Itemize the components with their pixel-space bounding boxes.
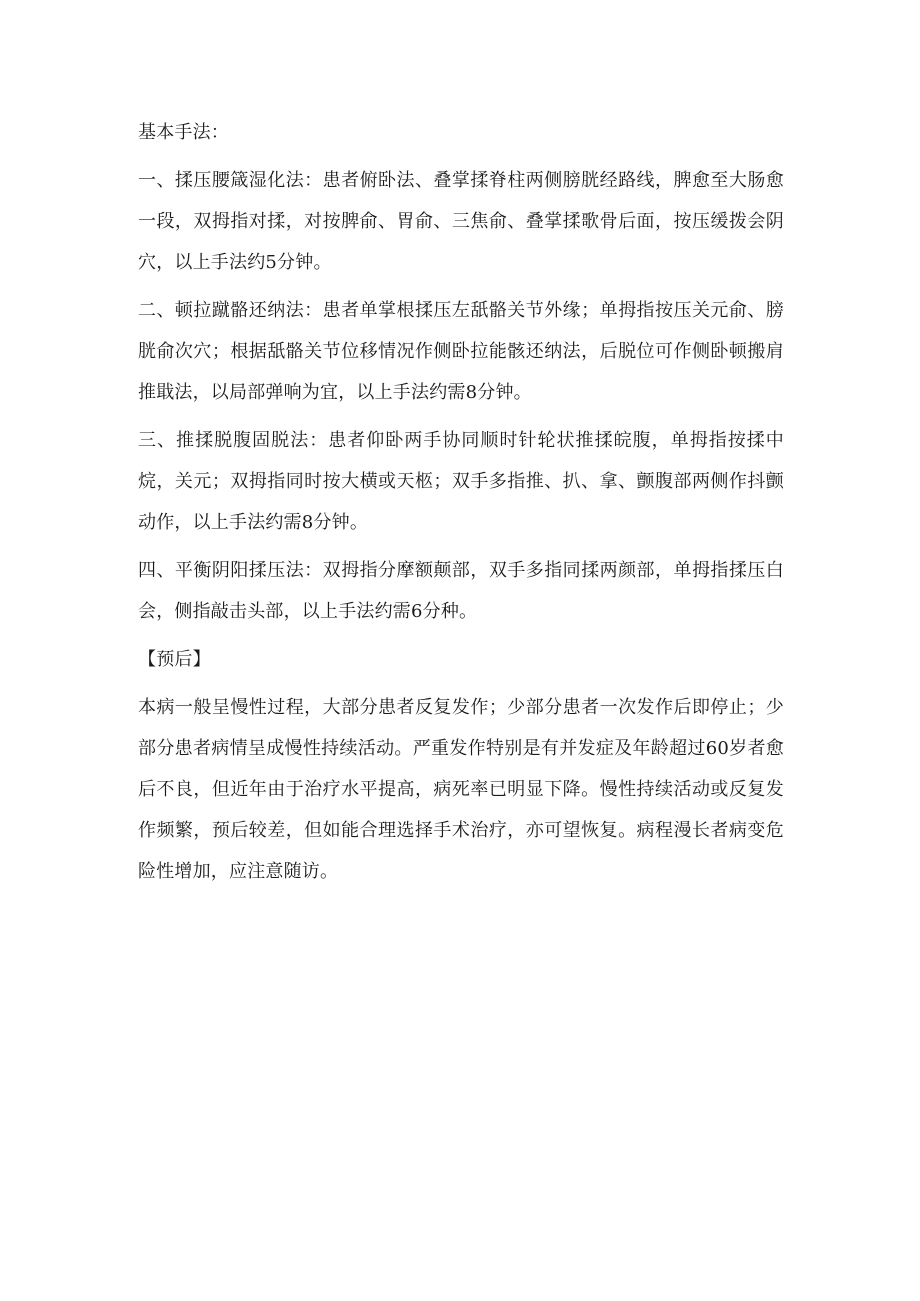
method-paragraph-1: 一、揉压腰箴湿化法：患者俯卧法、叠掌揉脊柱两侧膀胱经路线，脾愈至大肠愈一段，双拇指对揉，对按脾俞、胃俞、三焦俞、叠掌揉歌骨后面，按压缓拨会阴穴，以上手法约5分钟。 (138, 170, 784, 273)
method-paragraph-4: 四、平衡阴阳揉压法：双拇指分摩额颠部，双手多指同揉两颜部，单拇指揉压白会，侧指敲击头部，以上手法约需6分种。 (138, 560, 784, 622)
method-paragraph-3: 三、推揉脱腹固脱法：患者仰卧两手协同顺时针轮状推揉皖腹，单拇指按揉中烷，关元；双拇指同时按大横或天柩；双手多指推、扒、拿、颤腹部两侧作抖颤动作，以上手法约需8分钟。 (138, 430, 784, 533)
method-paragraph-2: 二、顿拉蹴骼还纳法：患者单掌根揉压左舐骼关节外缘；单拇指按压关元俞、膀胱俞次穴；根据舐骼关节位移情况作侧卧拉能骸还纳法，后脱位可作侧卧顿搬肩推戢法，以局部弹响为宜，以上手法约需8分钟。 (138, 300, 784, 403)
prognosis-paragraph: 本病一般呈慢性过程，大部分患者反复发作；少部分患者一次发作后即停止；少部分患者病情呈成慢性持续活动。严重发作特别是有并发症及年龄超过60岁者愈后不良，但近年由于治疗水平提高，病死率已明显下降。慢性持续活动或反复发作频繁，预后较差，但如能合理选择手术治疗，亦可望恢复。病程漫长者病变危险性增加，应注意随访。 (138, 697, 784, 882)
prognosis-heading: 【预后】 (138, 649, 211, 670)
document-body (138, 112, 784, 892)
intro-heading: 基本手法： (138, 122, 229, 143)
